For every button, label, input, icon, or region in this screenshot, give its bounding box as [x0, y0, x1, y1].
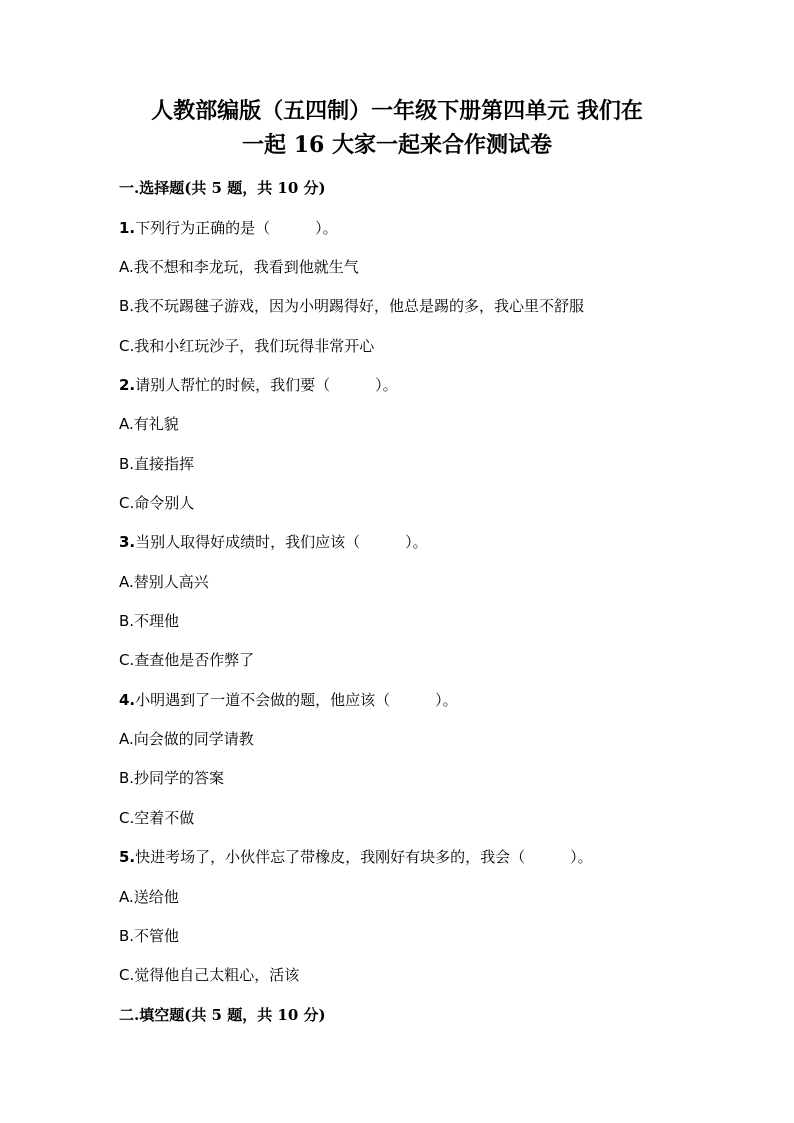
question-1-option-a: A.我不想和李龙玩，我看到他就生气 [119, 258, 359, 276]
question-number: 2. [119, 376, 136, 394]
question-4 [119, 690, 458, 710]
question-1 [119, 218, 338, 238]
question-text: 下列行为正确的是（ ）。 [135, 219, 338, 237]
question-5-option-a: A.送给他 [119, 888, 179, 906]
question-1-option-c: C.我和小红玩沙子，我们玩得非常开心 [119, 337, 375, 355]
question-2-option-a: A.有礼貌 [119, 415, 179, 433]
question-text: 请别人帮忙的时候，我们要（ ）。 [135, 376, 398, 394]
question-4-option-a: A.向会做的同学请教 [119, 730, 254, 748]
question-number: 3. [119, 533, 136, 551]
question-5 [119, 847, 593, 867]
question-3-option-c: C.查查他是否作弊了 [119, 651, 255, 669]
question-text: 当别人取得好成绩时，我们应该（ ）。 [135, 533, 428, 551]
section-heading-choice: 一.选择题(共 5 题，共 10 分) [119, 179, 326, 197]
question-4-option-c: C.空着不做 [119, 809, 195, 827]
question-3-option-a: A.替别人高兴 [119, 573, 209, 591]
page-title-line-1: 人教部编版（五四制）一年级下册第四单元 我们在 [151, 98, 643, 124]
question-text: 快进考场了，小伙伴忘了带橡皮，我刚好有块多的，我会（ ）。 [135, 848, 593, 866]
question-2-option-b: B.直接指挥 [119, 455, 195, 473]
page-title-line-2: 一起 16 大家一起来合作测试卷 [242, 132, 552, 158]
question-5-option-c: C.觉得他自己太粗心，活该 [119, 966, 300, 984]
question-number: 4. [119, 691, 136, 709]
question-text: 小明遇到了一道不会做的题，他应该（ ）。 [135, 691, 458, 709]
question-3 [119, 532, 428, 552]
question-5-option-b: B.不管他 [119, 927, 180, 945]
question-4-option-b: B.抄同学的答案 [119, 769, 225, 787]
question-number: 1. [119, 219, 136, 237]
question-2 [119, 375, 398, 395]
section-heading-fill-in: 二.填空题(共 5 题，共 10 分) [119, 1006, 326, 1024]
question-number: 5. [119, 848, 136, 866]
question-3-option-b: B.不理他 [119, 612, 180, 630]
question-2-option-c: C.命令别人 [119, 494, 195, 512]
question-1-option-b: B.我不玩踢毽子游戏，因为小明踢得好，他总是踢的多，我心里不舒服 [119, 297, 585, 315]
